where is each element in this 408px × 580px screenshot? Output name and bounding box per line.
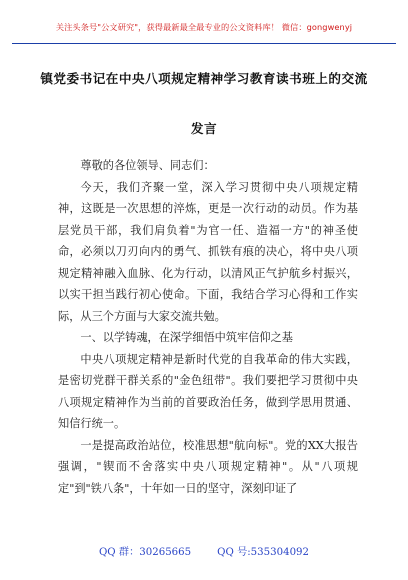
footer-qq-group: QQ 群：30265665 bbox=[98, 547, 192, 558]
page-footer bbox=[0, 543, 408, 563]
salutation: 尊敬的各位领导、同志们： bbox=[80, 159, 215, 172]
document-body bbox=[58, 155, 358, 499]
document-title-line-2: 发言 bbox=[190, 121, 218, 136]
header-banner: 关注头条号"公文研究"，获得最新最全最专业的公文资料库！ 微信：gongwenyj bbox=[55, 22, 353, 32]
document-title-line-1: 镇党委书记在中央八项规定精神学习教育读书班上的交流 bbox=[40, 71, 368, 86]
section-heading-1: 一、以学铸魂，在深学细悟中筑牢信仰之基 bbox=[80, 331, 293, 344]
paragraph-point-1: 一是提高政治站位，校准思想"航向标"。党的XX大报告强调，"锲而不舍落实中央八项规定精神"。从"八项规定"到"铁八条"，十年如一日的坚守，深刻印证了 bbox=[58, 438, 358, 495]
page-header bbox=[12, 0, 396, 44]
footer-qq-number: QQ 号:535304092 bbox=[217, 547, 310, 558]
paragraph-intro: 今天，我们齐聚一堂，深入学习贯彻中央八项规定精神，这既是一次思想的淬炼，更是一次行动的动员。作为基层党员干部，我们肩负着"为官一任、造福一方"的神圣使命，必须以刀刃向内的勇气、抓铁有痕的决心，将中央八项规定精神融入血脉、化为行动，以清风正气护航乡村振兴，以实干担当践行初心使命。下面，我结合学习心得和工作实际，从三个方面与大家交流共勉。 bbox=[58, 180, 358, 323]
paragraph-section-1: 中央八项规定精神是新时代党的自我革命的伟大实践，是密切党群干群关系的"金色纽带"。我们要把学习贯彻中央八项规定精神作为当前的首要政治任务，做到学思用贯通、知信行统一。 bbox=[58, 352, 358, 430]
